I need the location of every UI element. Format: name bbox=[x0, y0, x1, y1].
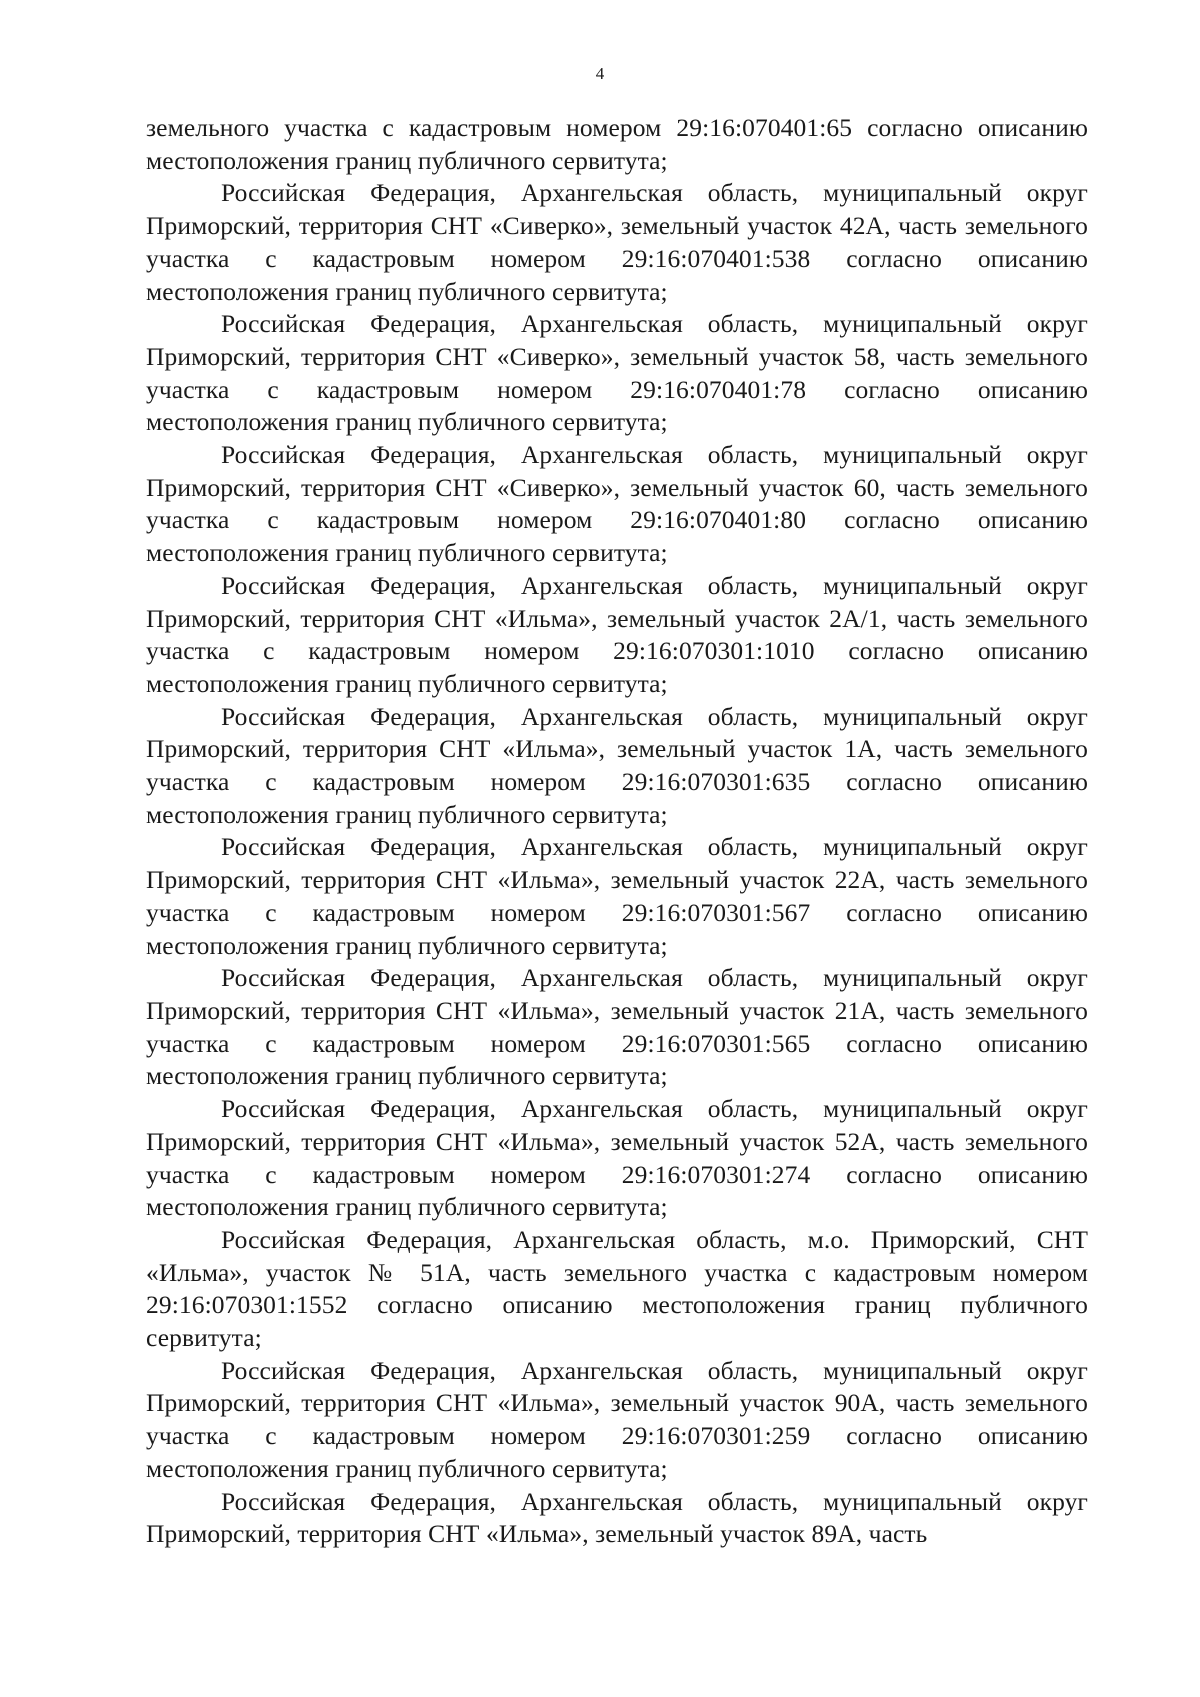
paragraph: Российская Федерация, Архангельская область, муниципальный округ Приморский, территория СНТ «Ильма», земельный участок 1А, часть земельного участка с кадастровым номером 29:16:070301:635 согласно описанию местоположения границ публичного сервитута; bbox=[146, 701, 1088, 829]
paragraph: Российская Федерация, Архангельская область, муниципальный округ Приморский, территория СНТ «Сиверко», земельный участок 42А, часть земельного участка с кадастровым номером 29:16:070401:538 согласно описанию местоположения границ публичного сервитута; bbox=[146, 178, 1088, 306]
paragraph: Российская Федерация, Архангельская область, муниципальный округ Приморский, территория СНТ «Ильма», земельный участок 2А/1, часть земельного участка с кадастровым номером 29:16:070301:1010 согласно описанию местоположения границ публичного сервитута; bbox=[146, 570, 1088, 698]
paragraph-truncated: Российская Федерация, Архангельская область, муниципальный округ Приморский, территория СНТ «Ильма», земельный участок 89А, часть bbox=[146, 1486, 1088, 1549]
document-body bbox=[146, 112, 1088, 1551]
page-number: 4 bbox=[595, 64, 605, 83]
paragraph: Российская Федерация, Архангельская область, муниципальный округ Приморский, территория СНТ «Ильма», земельный участок 52А, часть земельного участка с кадастровым номером 29:16:070301:274 согласно описанию местоположения границ публичного сервитута; bbox=[146, 1094, 1088, 1222]
paragraph: Российская Федерация, Архангельская область, муниципальный округ Приморский, территория СНТ «Ильма», земельный участок 21А, часть земельного участка с кадастровым номером 29:16:070301:565 согласно описанию местоположения границ публичного сервитута; bbox=[146, 963, 1088, 1091]
paragraph: Российская Федерация, Архангельская область, муниципальный округ Приморский, территория СНТ «Ильма», земельный участок 22А, часть земельного участка с кадастровым номером 29:16:070301:567 согласно описанию местоположения границ публичного сервитута; bbox=[146, 832, 1088, 960]
paragraph-continued: земельного участка с кадастровым номером 29:16:070401:65 согласно описанию местоположения границ публичного сервитута; bbox=[146, 113, 1088, 175]
paragraph: Российская Федерация, Архангельская область, муниципальный округ Приморский, территория СНТ «Ильма», земельный участок 90А, часть земельного участка с кадастровым номером 29:16:070301:259 согласно описанию местоположения границ публичного сервитута; bbox=[146, 1355, 1088, 1483]
paragraph: Российская Федерация, Архангельская область, муниципальный округ Приморский, территория СНТ «Сиверко», земельный участок 58, часть земельного участка с кадастровым номером 29:16:070401:78 согласно описанию местоположения границ публичного сервитута; bbox=[146, 309, 1088, 437]
paragraph: Российская Федерация, Архангельская область, муниципальный округ Приморский, территория СНТ «Сиверко», земельный участок 60, часть земельного участка с кадастровым номером 29:16:070401:80 согласно описанию местоположения границ публичного сервитута; bbox=[146, 440, 1088, 568]
paragraph: Российская Федерация, Архангельская область, м.о. Приморский, СНТ «Ильма», участок № 51А, часть земельного участка с кадастровым номером 29:16:070301:1552 согласно описанию местоположения границ публичного сервитута; bbox=[146, 1224, 1088, 1353]
